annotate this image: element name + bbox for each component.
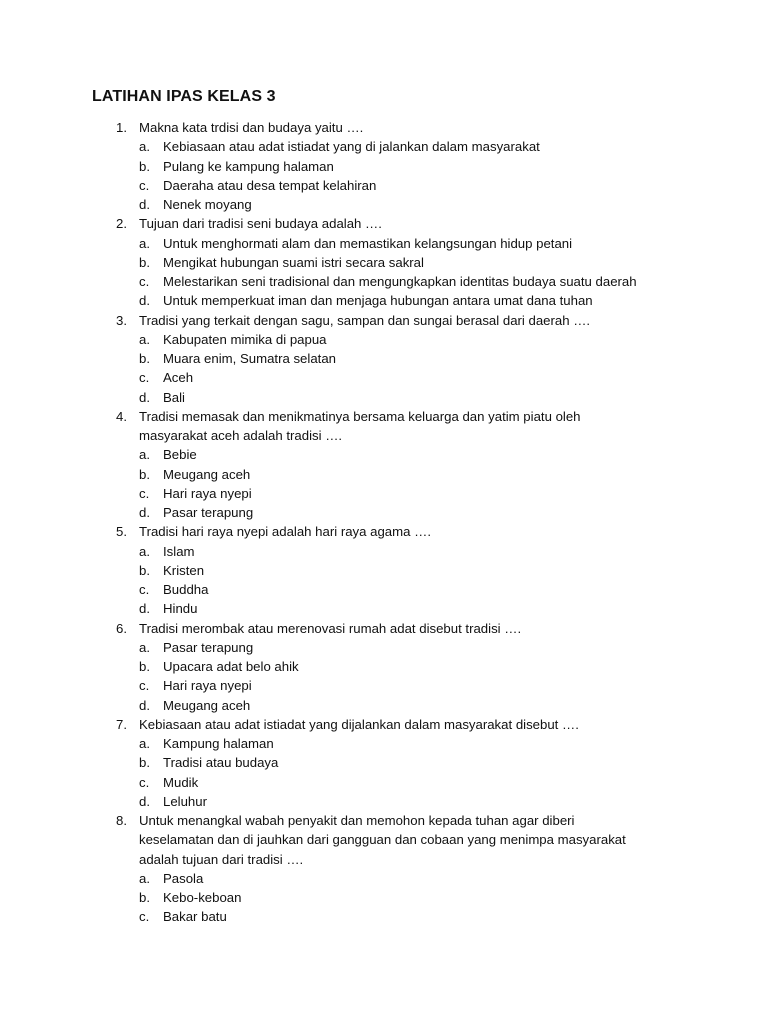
option-text: Leluhur	[163, 793, 207, 809]
answer-option	[0, 388, 768, 407]
answer-option	[0, 330, 768, 349]
question-text: Untuk menangkal wabah penyakit dan memohon kepada tuhan agar diberi	[139, 813, 575, 828]
answer-option	[0, 157, 768, 176]
answer-option	[0, 869, 768, 888]
option-text: Meugang aceh	[163, 466, 251, 482]
option-letter: c.	[139, 370, 150, 386]
question-item	[0, 407, 768, 426]
option-text: Kabupaten mimika di papua	[163, 331, 327, 347]
option-letter: c.	[139, 582, 150, 597]
answer-option	[0, 792, 768, 811]
option-letter: b.	[139, 466, 150, 482]
question-number: 3.	[116, 312, 127, 328]
option-text: Pasola	[163, 870, 204, 886]
option-text: Bali	[163, 389, 185, 405]
option-text: Mengikat hubungan suami istri secara sakral	[163, 254, 424, 270]
option-text: Kebiasaan atau adat istiadat yang di jalankan dalam masyarakat	[163, 139, 540, 155]
option-letter: d.	[139, 505, 150, 520]
question-number: 8.	[116, 813, 127, 828]
option-text: Untuk memperkuat iman dan menjaga hubungan antara umat dana tuhan	[163, 293, 593, 309]
answer-option	[0, 349, 768, 368]
option-letter: c.	[139, 774, 150, 790]
question-number: 7.	[116, 716, 127, 732]
option-text: Pulang ke kampung halaman	[163, 158, 334, 174]
option-text: Buddha	[163, 582, 209, 597]
answer-option	[0, 368, 768, 387]
question-number: 5.	[116, 524, 127, 540]
option-letter: b.	[139, 351, 150, 366]
answer-option	[0, 676, 768, 695]
option-text: Mudik	[163, 774, 199, 790]
option-text: Hari raya nyepi	[163, 678, 252, 694]
answer-option	[0, 503, 768, 522]
answer-option	[0, 907, 768, 926]
question-text: Tradisi memasak dan menikmatinya bersama keluarga dan yatim piatu oleh	[139, 408, 581, 424]
option-letter: a.	[139, 543, 150, 559]
answer-option	[0, 291, 768, 310]
option-letter: d.	[139, 601, 150, 617]
option-text: Meugang aceh	[163, 697, 251, 713]
option-letter: b.	[139, 890, 150, 905]
option-text: Aceh	[163, 370, 194, 386]
answer-option	[0, 638, 768, 657]
option-letter: c.	[139, 274, 150, 289]
question-item	[0, 118, 768, 137]
option-letter: b.	[139, 562, 150, 578]
question-item	[0, 619, 768, 638]
option-letter: d.	[139, 697, 150, 713]
option-text: Bebie	[163, 447, 197, 463]
answer-option	[0, 657, 768, 676]
option-text: Pasar terapung	[163, 505, 254, 520]
option-letter: a.	[139, 235, 150, 251]
option-letter: a.	[139, 870, 150, 886]
question-text: Makna kata trdisi dan budaya yaitu ….	[139, 120, 364, 135]
answer-option	[0, 542, 768, 561]
question-text-continuation	[0, 830, 768, 849]
question-item	[0, 311, 768, 330]
answer-option	[0, 773, 768, 792]
question-number: 1.	[116, 120, 127, 135]
answer-option	[0, 465, 768, 484]
answer-option	[0, 696, 768, 715]
question-text: Kebiasaan atau adat istiadat yang dijalankan dalam masyarakat disebut ….	[139, 716, 579, 732]
option-letter: c.	[139, 909, 150, 925]
option-text: Daeraha atau desa tempat kelahiran	[163, 177, 377, 193]
answer-option	[0, 253, 768, 272]
option-letter: b.	[139, 254, 150, 270]
question-text: adalah tujuan dari tradisi ….	[139, 851, 304, 867]
question-number: 4.	[116, 408, 127, 424]
option-text: Islam	[163, 543, 195, 559]
option-text: Bakar batu	[163, 909, 227, 925]
question-item	[0, 214, 768, 233]
question-text: Tradisi yang terkait dengan sagu, sampan dan sungai berasal dari daerah ….	[139, 312, 591, 328]
option-letter: a.	[139, 639, 150, 655]
question-list	[0, 118, 768, 927]
option-letter: b.	[139, 755, 150, 771]
option-text: Hari raya nyepi	[163, 485, 252, 501]
option-text: Pasar terapung	[163, 639, 254, 655]
option-text: Hindu	[163, 601, 198, 617]
question-item	[0, 715, 768, 734]
question-text: Tradisi merombak atau merenovasi rumah adat disebut tradisi ….	[139, 620, 522, 636]
answer-option	[0, 137, 768, 156]
option-letter: d.	[139, 197, 150, 212]
answer-option	[0, 195, 768, 214]
answer-option	[0, 234, 768, 253]
question-number: 2.	[116, 216, 127, 232]
option-text: Upacara adat belo ahik	[163, 659, 299, 674]
option-letter: d.	[139, 389, 150, 405]
option-text: Tradisi atau budaya	[163, 755, 279, 771]
option-text: Melestarikan seni tradisional dan mengungkapkan identitas budaya suatu daerah	[163, 274, 637, 289]
answer-option	[0, 484, 768, 503]
option-letter: c.	[139, 485, 150, 501]
option-text: Nenek moyang	[163, 197, 252, 212]
answer-option	[0, 753, 768, 772]
answer-option	[0, 734, 768, 753]
question-text-continuation	[0, 426, 768, 445]
answer-option	[0, 888, 768, 907]
question-item	[0, 811, 768, 830]
option-letter: b.	[139, 158, 150, 174]
question-text: masyarakat aceh adalah tradisi ….	[139, 428, 343, 443]
answer-option	[0, 580, 768, 599]
answer-option	[0, 176, 768, 195]
answer-option	[0, 445, 768, 464]
option-text: Kristen	[163, 562, 205, 578]
option-letter: c.	[139, 177, 150, 193]
option-letter: a.	[139, 736, 150, 751]
answer-option	[0, 561, 768, 580]
option-letter: d.	[139, 293, 150, 309]
question-text: Tujuan dari tradisi seni budaya adalah ….	[139, 216, 382, 232]
page-title: LATIHAN IPAS KELAS 3	[92, 88, 276, 105]
option-letter: b.	[139, 659, 150, 674]
option-letter: a.	[139, 447, 150, 463]
answer-option	[0, 272, 768, 291]
question-text: Tradisi hari raya nyepi adalah hari raya agama ….	[139, 524, 431, 540]
option-text: Kampung halaman	[163, 736, 274, 751]
option-text: Kebo-keboan	[163, 890, 242, 905]
question-number: 6.	[116, 620, 127, 636]
option-letter: a.	[139, 139, 150, 155]
option-letter: a.	[139, 331, 150, 347]
question-text-continuation	[0, 850, 768, 869]
option-letter: d.	[139, 793, 150, 809]
question-text: keselamatan dan di jauhkan dari gangguan dan cobaan yang menimpa masyarakat	[139, 832, 626, 848]
option-letter: c.	[139, 678, 150, 694]
question-item	[0, 522, 768, 541]
option-text: Muara enim, Sumatra selatan	[163, 351, 336, 366]
option-text: Untuk menghormati alam dan memastikan kelangsungan hidup petani	[163, 235, 573, 251]
answer-option	[0, 599, 768, 618]
